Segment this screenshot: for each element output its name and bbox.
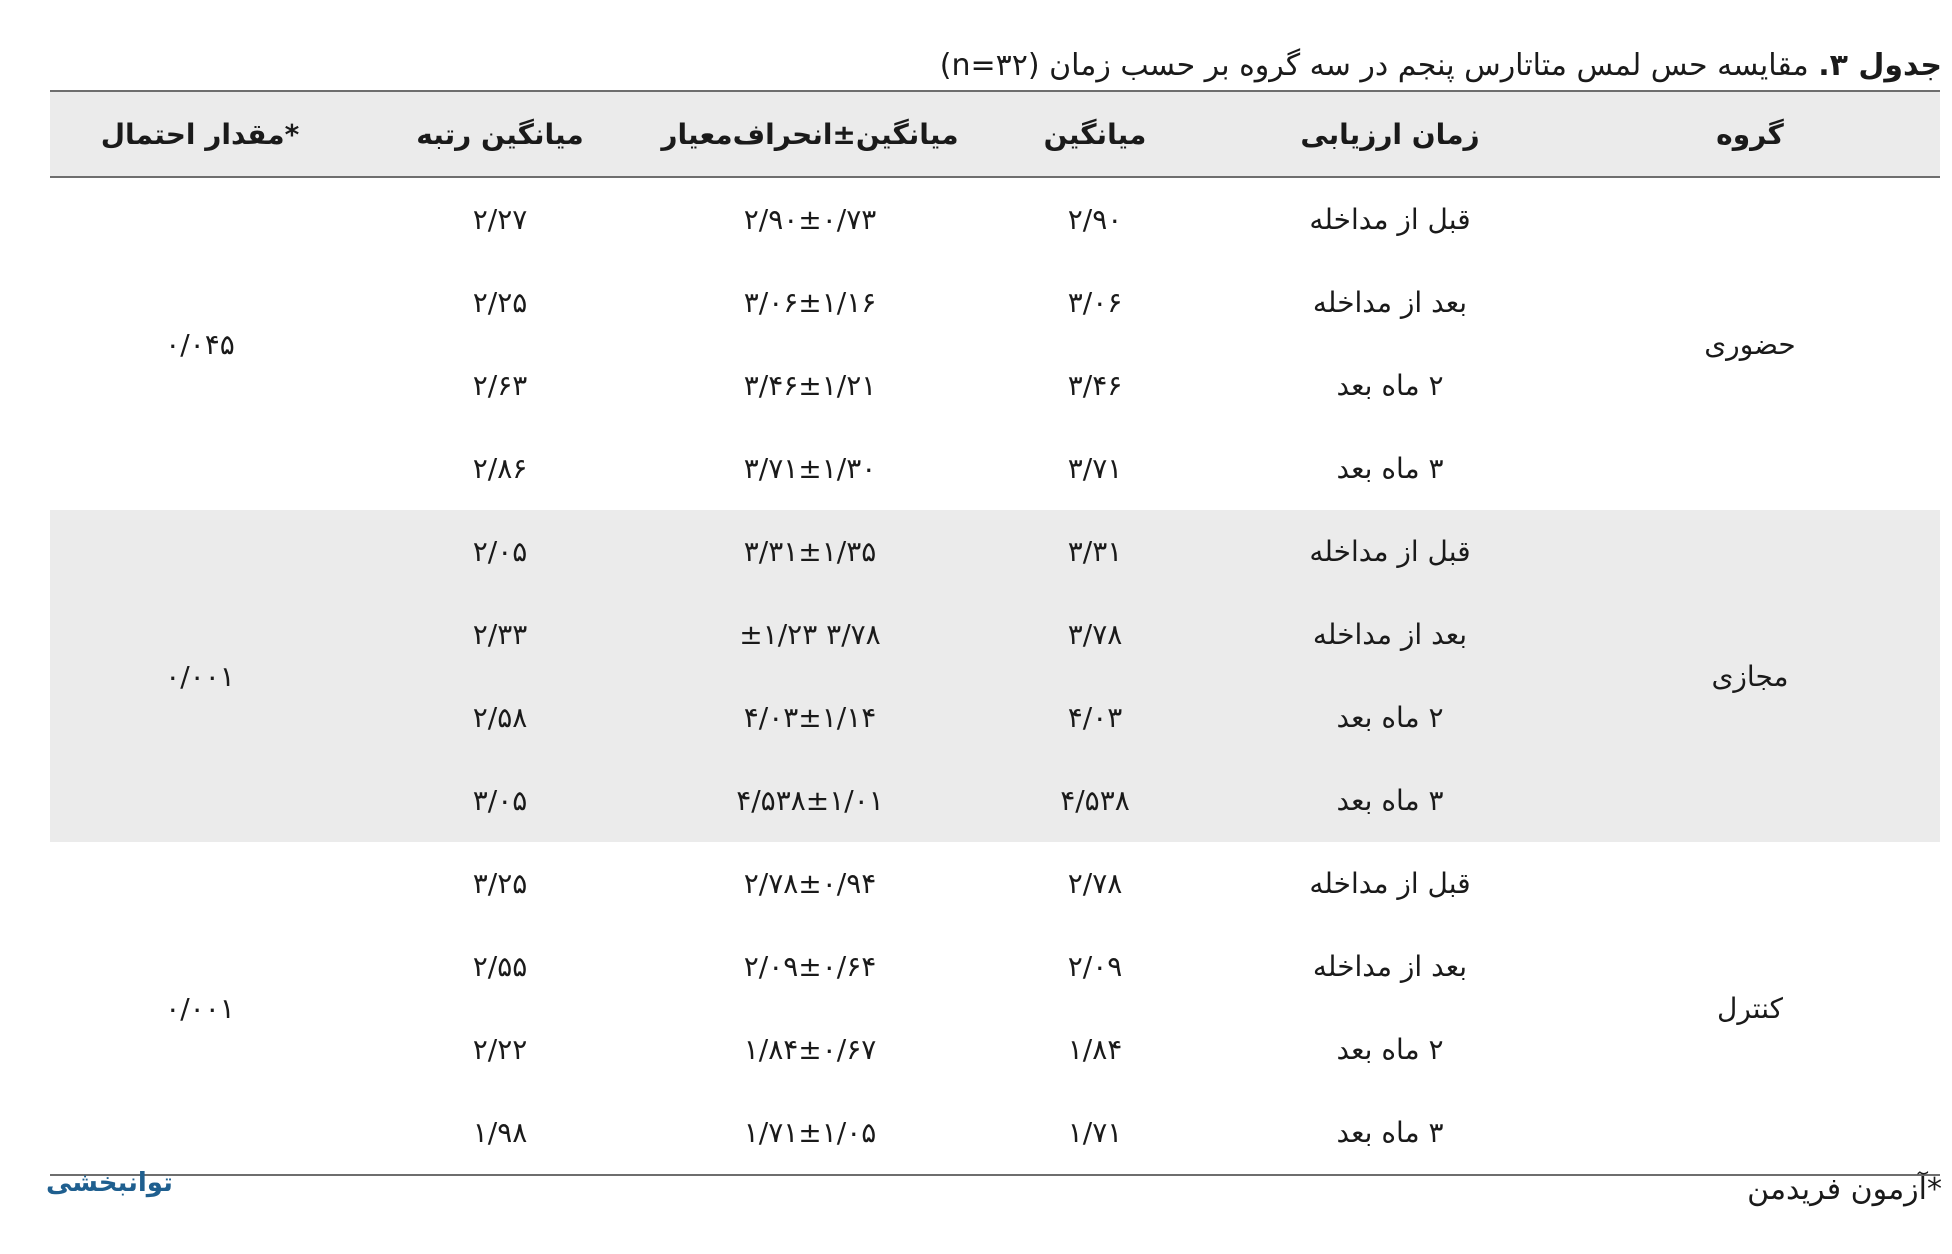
group-p-value: ۰/۰۴۵ bbox=[165, 327, 235, 361]
cell-mean: ۴/۰۳ bbox=[1067, 701, 1123, 734]
cell-mean: ۴/۵۳۸ bbox=[1060, 784, 1130, 817]
table-row bbox=[350, 261, 1560, 344]
results-table bbox=[50, 90, 1940, 1176]
table-row bbox=[350, 759, 1560, 842]
cell-mean-sd: ۱/۸۴±۰/۶۷ bbox=[743, 1033, 877, 1066]
cell-mean: ۱/۷۱ bbox=[1067, 1116, 1123, 1149]
group-p-value: ۰/۰۰۱ bbox=[165, 659, 235, 693]
cell-mean-rank: ۲/۲۷ bbox=[472, 203, 528, 236]
cell-mean-rank: ۳/۲۵ bbox=[472, 867, 528, 900]
cell-time: قبل از مداخله bbox=[1309, 535, 1471, 568]
cell-mean: ۲/۹۰ bbox=[1067, 203, 1123, 236]
cell-mean: ۳/۳۱ bbox=[1067, 535, 1123, 568]
cell-mean: ۱/۸۴ bbox=[1067, 1033, 1123, 1066]
journal-logo: توانبخشی bbox=[46, 1168, 173, 1198]
cell-mean-sd: ۴/۰۳±۱/۱۴ bbox=[743, 701, 877, 734]
table-group bbox=[50, 510, 1940, 842]
table-row bbox=[350, 842, 1560, 925]
cell-mean-sd: ۲/۹۰±۰/۷۳ bbox=[743, 203, 877, 236]
header-mean-rank: میانگین رتبه bbox=[416, 117, 584, 151]
table-group bbox=[50, 842, 1940, 1174]
table-group bbox=[50, 178, 1940, 510]
cell-mean: ۳/۷۸ bbox=[1067, 618, 1123, 651]
cell-mean-sd: ۴/۵۳۸±۱/۰۱ bbox=[736, 784, 884, 817]
cell-time: بعد از مداخله bbox=[1312, 618, 1468, 651]
cell-mean: ۳/۰۶ bbox=[1067, 286, 1123, 319]
cell-mean-sd: ۲/۰۹±۰/۶۴ bbox=[743, 950, 877, 983]
table-row bbox=[350, 344, 1560, 427]
cell-mean-rank: ۲/۲۵ bbox=[472, 286, 528, 319]
cell-mean-rank: ۱/۹۸ bbox=[472, 1116, 528, 1149]
group-name: کنترل bbox=[1716, 991, 1784, 1025]
cell-mean-sd: ۳/۰۶±۱/۱۶ bbox=[743, 286, 877, 319]
group-p-value: ۰/۰۰۱ bbox=[165, 991, 235, 1025]
cell-mean: ۳/۴۶ bbox=[1067, 369, 1123, 402]
cell-mean-rank: ۲/۳۳ bbox=[472, 618, 528, 651]
table-row bbox=[350, 1091, 1560, 1174]
cell-time: بعد از مداخله bbox=[1312, 950, 1468, 983]
group-rows bbox=[350, 510, 1560, 842]
cell-time: ۳ ماه بعد bbox=[1336, 784, 1444, 817]
cell-mean-rank: ۲/۵۸ bbox=[472, 701, 528, 734]
table-row bbox=[350, 427, 1560, 510]
cell-time: ۳ ماه بعد bbox=[1336, 1116, 1444, 1149]
cell-mean-rank: ۳/۰۵ bbox=[472, 784, 528, 817]
table-row bbox=[350, 1008, 1560, 1091]
cell-time: ۳ ماه بعد bbox=[1336, 452, 1444, 485]
caption-text: مقایسه حس لمس متاتارس پنجم در سه گروه بر حسب زمان (n=۳۲) bbox=[939, 48, 1809, 83]
cell-mean-sd: ۳/۷۱±۱/۳۰ bbox=[743, 452, 877, 485]
cell-mean-sd: ۳/۷۸ ±۱/۲۳ bbox=[739, 618, 881, 651]
cell-time: ۲ ماه بعد bbox=[1336, 1033, 1444, 1066]
cell-time: قبل از مداخله bbox=[1309, 203, 1471, 236]
group-rows bbox=[350, 842, 1560, 1174]
header-mean: میانگین bbox=[1043, 117, 1147, 151]
group-name: مجازی bbox=[1711, 659, 1789, 693]
header-time: زمان ارزیابی bbox=[1300, 117, 1480, 151]
cell-mean-rank: ۲/۰۵ bbox=[472, 535, 528, 568]
cell-mean-rank: ۲/۲۲ bbox=[472, 1033, 528, 1066]
table-footnote: *آزمون فریدمن bbox=[1747, 1172, 1942, 1207]
table-caption bbox=[40, 44, 1942, 88]
cell-mean-sd: ۳/۳۱±۱/۳۵ bbox=[743, 535, 877, 568]
cell-mean-sd: ۲/۷۸±۰/۹۴ bbox=[743, 867, 877, 900]
header-p-value: *مقدار احتمال bbox=[100, 117, 300, 151]
cell-mean-sd: ۱/۷۱±۱/۰۵ bbox=[743, 1116, 877, 1149]
table-row bbox=[350, 925, 1560, 1008]
cell-mean-rank: ۲/۸۶ bbox=[472, 452, 528, 485]
table-row bbox=[350, 510, 1560, 593]
header-group: گروه bbox=[1716, 117, 1784, 151]
table-row bbox=[350, 593, 1560, 676]
table-row bbox=[350, 178, 1560, 261]
group-rows bbox=[350, 178, 1560, 510]
table-header-row bbox=[50, 92, 1940, 178]
header-mean-sd: میانگین±انحراف‌معیار bbox=[661, 117, 959, 151]
cell-mean-rank: ۲/۵۵ bbox=[472, 950, 528, 983]
table-row bbox=[350, 676, 1560, 759]
caption-label: جدول ۳. bbox=[1818, 48, 1942, 83]
cell-mean: ۲/۰۹ bbox=[1067, 950, 1123, 983]
cell-time: قبل از مداخله bbox=[1309, 867, 1471, 900]
group-name: حضوری bbox=[1704, 327, 1796, 361]
cell-time: بعد از مداخله bbox=[1312, 286, 1468, 319]
cell-mean: ۲/۷۸ bbox=[1067, 867, 1123, 900]
cell-mean-sd: ۳/۴۶±۱/۲۱ bbox=[743, 369, 877, 402]
cell-mean-rank: ۲/۶۳ bbox=[472, 369, 528, 402]
cell-time: ۲ ماه بعد bbox=[1336, 701, 1444, 734]
cell-time: ۲ ماه بعد bbox=[1336, 369, 1444, 402]
cell-mean: ۳/۷۱ bbox=[1067, 452, 1123, 485]
